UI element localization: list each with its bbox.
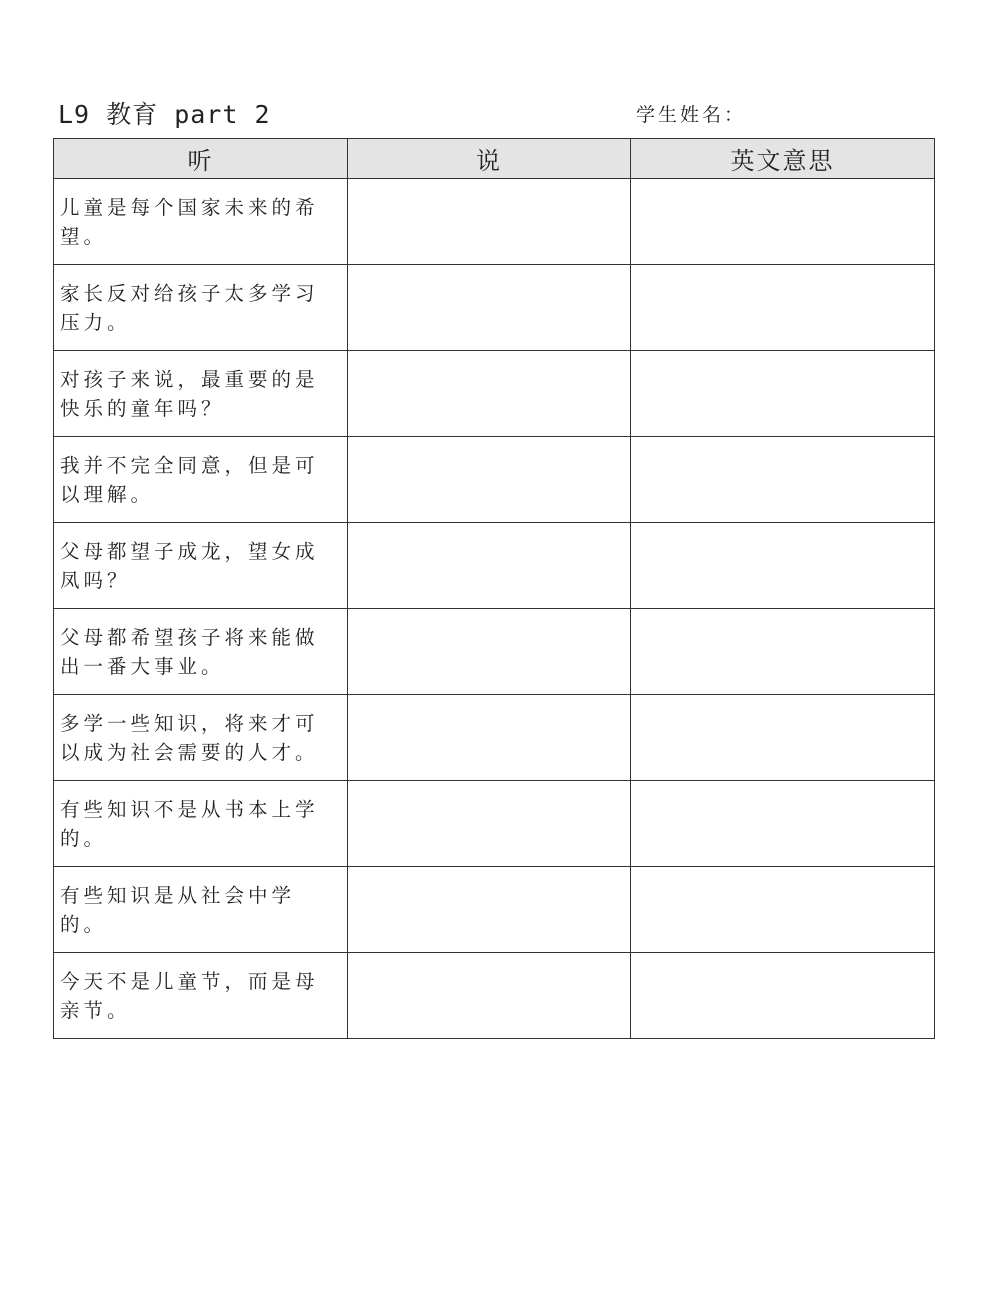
english-meaning-cell[interactable] — [631, 953, 935, 1039]
worksheet-table — [53, 138, 935, 1039]
english-meaning-cell[interactable] — [631, 523, 935, 609]
english-meaning-cell[interactable] — [631, 265, 935, 351]
column-header-speak: 说 — [348, 139, 631, 179]
speak-cell[interactable] — [348, 695, 631, 781]
english-meaning-cell[interactable] — [631, 867, 935, 953]
speak-cell[interactable] — [348, 781, 631, 867]
header-row — [54, 139, 935, 179]
english-meaning-cell[interactable] — [631, 179, 935, 265]
sentence-cell: 我并不完全同意，但是可以理解。 — [54, 437, 348, 523]
table-row — [54, 609, 935, 695]
sentence-cell: 多学一些知识，将来才可以成为社会需要的人才。 — [54, 695, 348, 781]
table-row — [54, 523, 935, 609]
sentence-cell: 有些知识不是从书本上学的。 — [54, 781, 348, 867]
english-meaning-cell[interactable] — [631, 437, 935, 523]
table-row — [54, 867, 935, 953]
column-header-listen: 听 — [54, 139, 348, 179]
speak-cell[interactable] — [348, 609, 631, 695]
speak-cell[interactable] — [348, 867, 631, 953]
table-row — [54, 179, 935, 265]
speak-cell[interactable] — [348, 437, 631, 523]
worksheet-title: L9 教育 part 2 — [58, 100, 271, 129]
student-name-label: 学生姓名： — [636, 104, 747, 126]
table-row — [54, 265, 935, 351]
table-row — [54, 351, 935, 437]
column-header-english-meaning: 英文意思 — [631, 139, 935, 179]
sentence-cell: 对孩子来说，最重要的是快乐的童年吗？ — [54, 351, 348, 437]
table-row — [54, 781, 935, 867]
english-meaning-cell[interactable] — [631, 351, 935, 437]
speak-cell[interactable] — [348, 351, 631, 437]
sentence-cell: 有些知识是从社会中学的。 — [54, 867, 348, 953]
table-row — [54, 953, 935, 1039]
speak-cell[interactable] — [348, 953, 631, 1039]
table-row — [54, 437, 935, 523]
speak-cell[interactable] — [348, 265, 631, 351]
speak-cell[interactable] — [348, 179, 631, 265]
sentence-cell: 父母都希望孩子将来能做出一番大事业。 — [54, 609, 348, 695]
english-meaning-cell[interactable] — [631, 695, 935, 781]
sentence-cell: 今天不是儿童节，而是母亲节。 — [54, 953, 348, 1039]
english-meaning-cell[interactable] — [631, 781, 935, 867]
speak-cell[interactable] — [348, 523, 631, 609]
sentence-cell: 儿童是每个国家未来的希望。 — [54, 179, 348, 265]
sentence-cell: 家长反对给孩子太多学习压力。 — [54, 265, 348, 351]
english-meaning-cell[interactable] — [631, 609, 935, 695]
sentence-cell: 父母都望子成龙，望女成凤吗？ — [54, 523, 348, 609]
table-row — [54, 695, 935, 781]
